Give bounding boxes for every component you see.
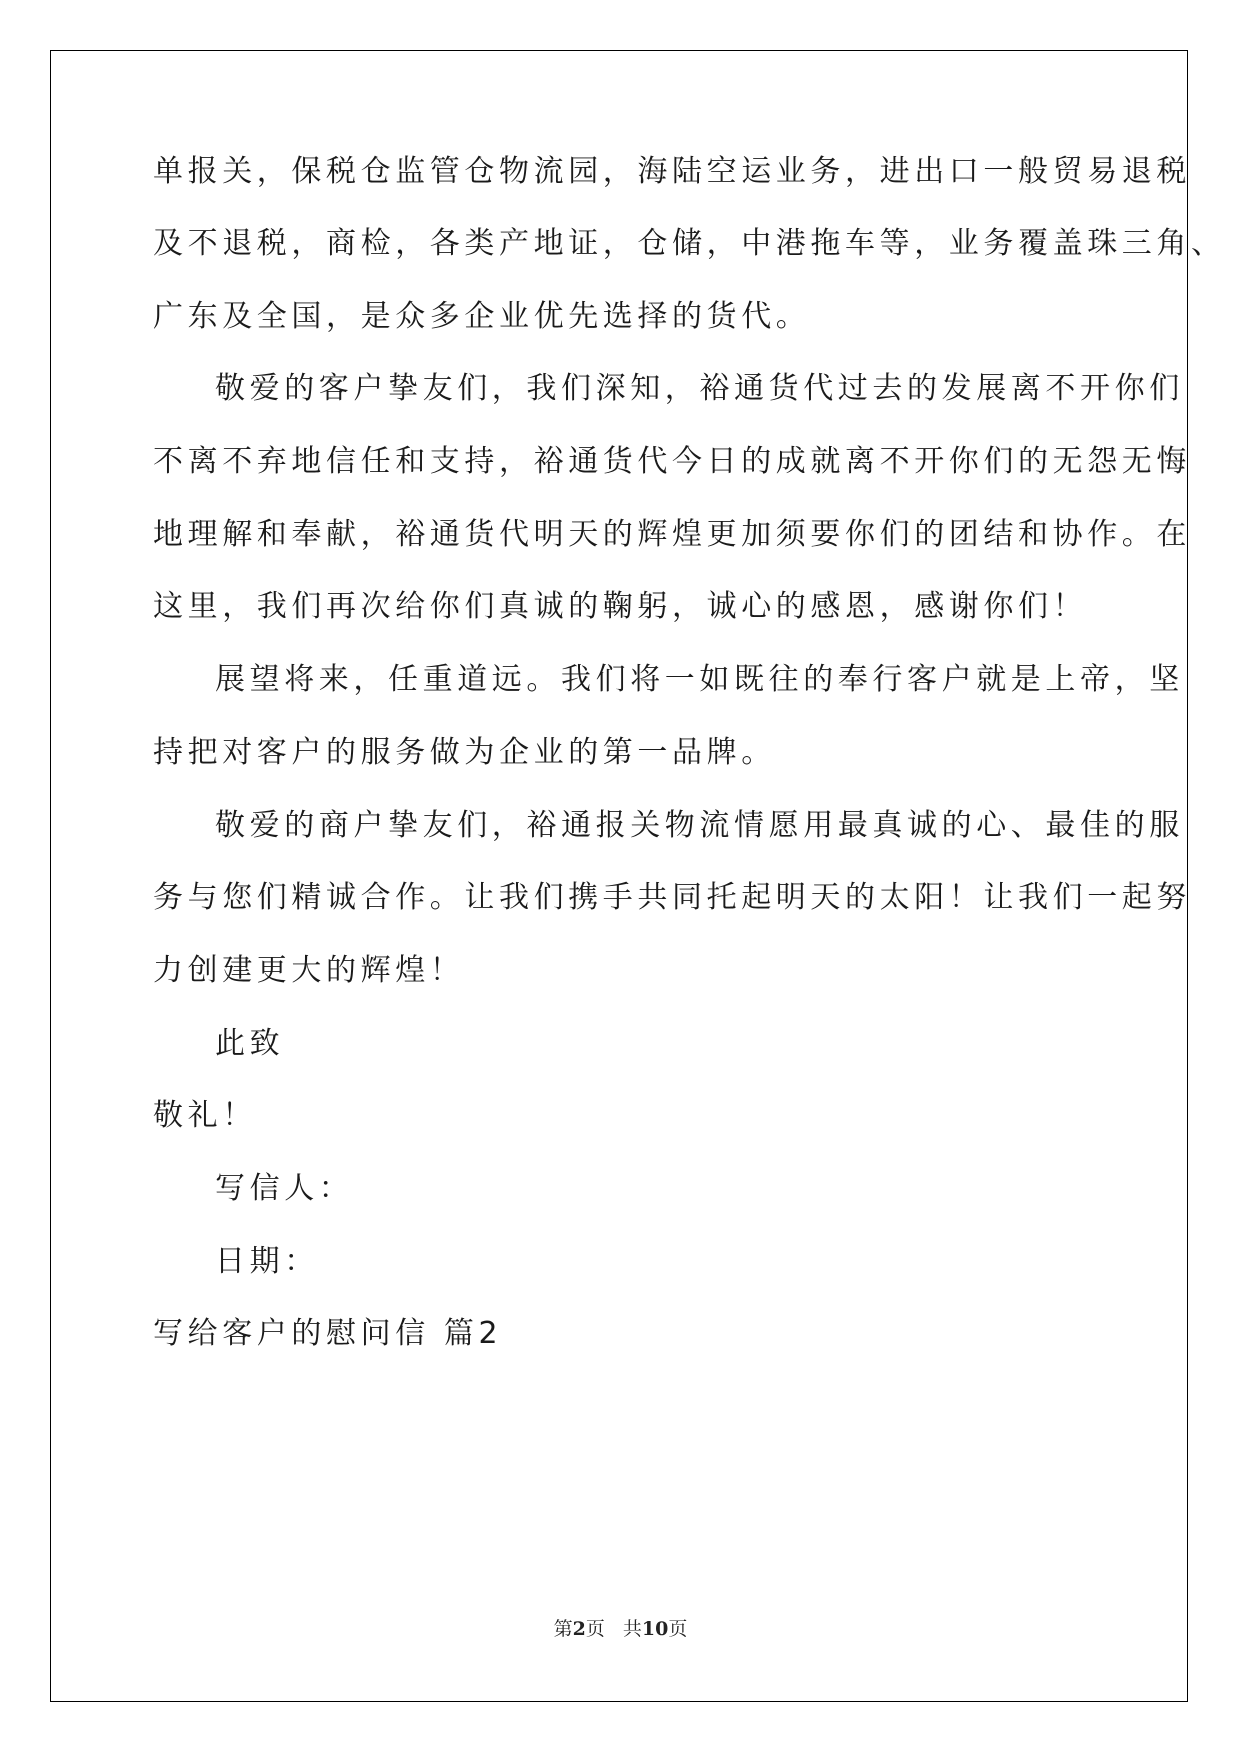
paragraph-line: 地理解和奉献，裕通货代明天的辉煌更加须要你们的团结和协作。在 bbox=[153, 517, 1191, 552]
paragraph-line: 广东及全国，是众多企业优先选择的货代。 bbox=[153, 299, 811, 334]
closing-regards: 敬礼！ bbox=[153, 1098, 257, 1133]
paragraph-line: 持把对客户的服务做为企业的第一品牌。 bbox=[153, 735, 776, 770]
footer-page-number: 2 bbox=[572, 1618, 586, 1640]
paragraph-line: 这里，我们再次给你们真诚的鞠躬，诚心的感恩，感谢你们！ bbox=[153, 589, 1088, 624]
paragraph-line: 力创建更大的辉煌！ bbox=[153, 953, 465, 988]
footer-page-prefix: 第 bbox=[553, 1618, 573, 1640]
footer-total-suffix: 页 bbox=[668, 1618, 688, 1640]
paragraph-line: 展望将来，任重道远。我们将一如既往的奉行客户就是上帝，坚 bbox=[215, 662, 1184, 697]
page-border bbox=[50, 50, 1188, 1702]
footer-total-prefix: 共 bbox=[622, 1618, 642, 1640]
footer-page-suffix: 页 bbox=[585, 1618, 605, 1640]
closing-salutation: 此致 bbox=[215, 1026, 285, 1061]
paragraph-line: 敬爱的客户挚友们，我们深知，裕通货代过去的发展离不开你们 bbox=[215, 371, 1184, 406]
paragraph-line: 务与您们精诚合作。让我们携手共同托起明天的太阳！让我们一起努 bbox=[153, 880, 1191, 915]
signature-date: 日期： bbox=[215, 1244, 319, 1279]
paragraph-line: 不离不弃地信任和支持，裕通货代今日的成就离不开你们的无怨无悔 bbox=[153, 444, 1191, 479]
signature-writer: 写信人： bbox=[215, 1171, 354, 1206]
page-footer bbox=[0, 1614, 1241, 1641]
paragraph-line: 敬爱的商户挚友们，裕通报关物流情愿用最真诚的心、最佳的服 bbox=[215, 808, 1184, 843]
paragraph-line: 及不退税，商检，各类产地证，仓储，中港拖车等，业务覆盖珠三角、 bbox=[153, 226, 1226, 261]
paragraph-line: 单报关，保税仓监管仓物流园，海陆空运业务，进出口一般贸易退税 bbox=[153, 154, 1191, 189]
footer-total-pages: 10 bbox=[641, 1618, 669, 1640]
section-heading: 写给客户的慰问信 篇2 bbox=[153, 1316, 503, 1351]
